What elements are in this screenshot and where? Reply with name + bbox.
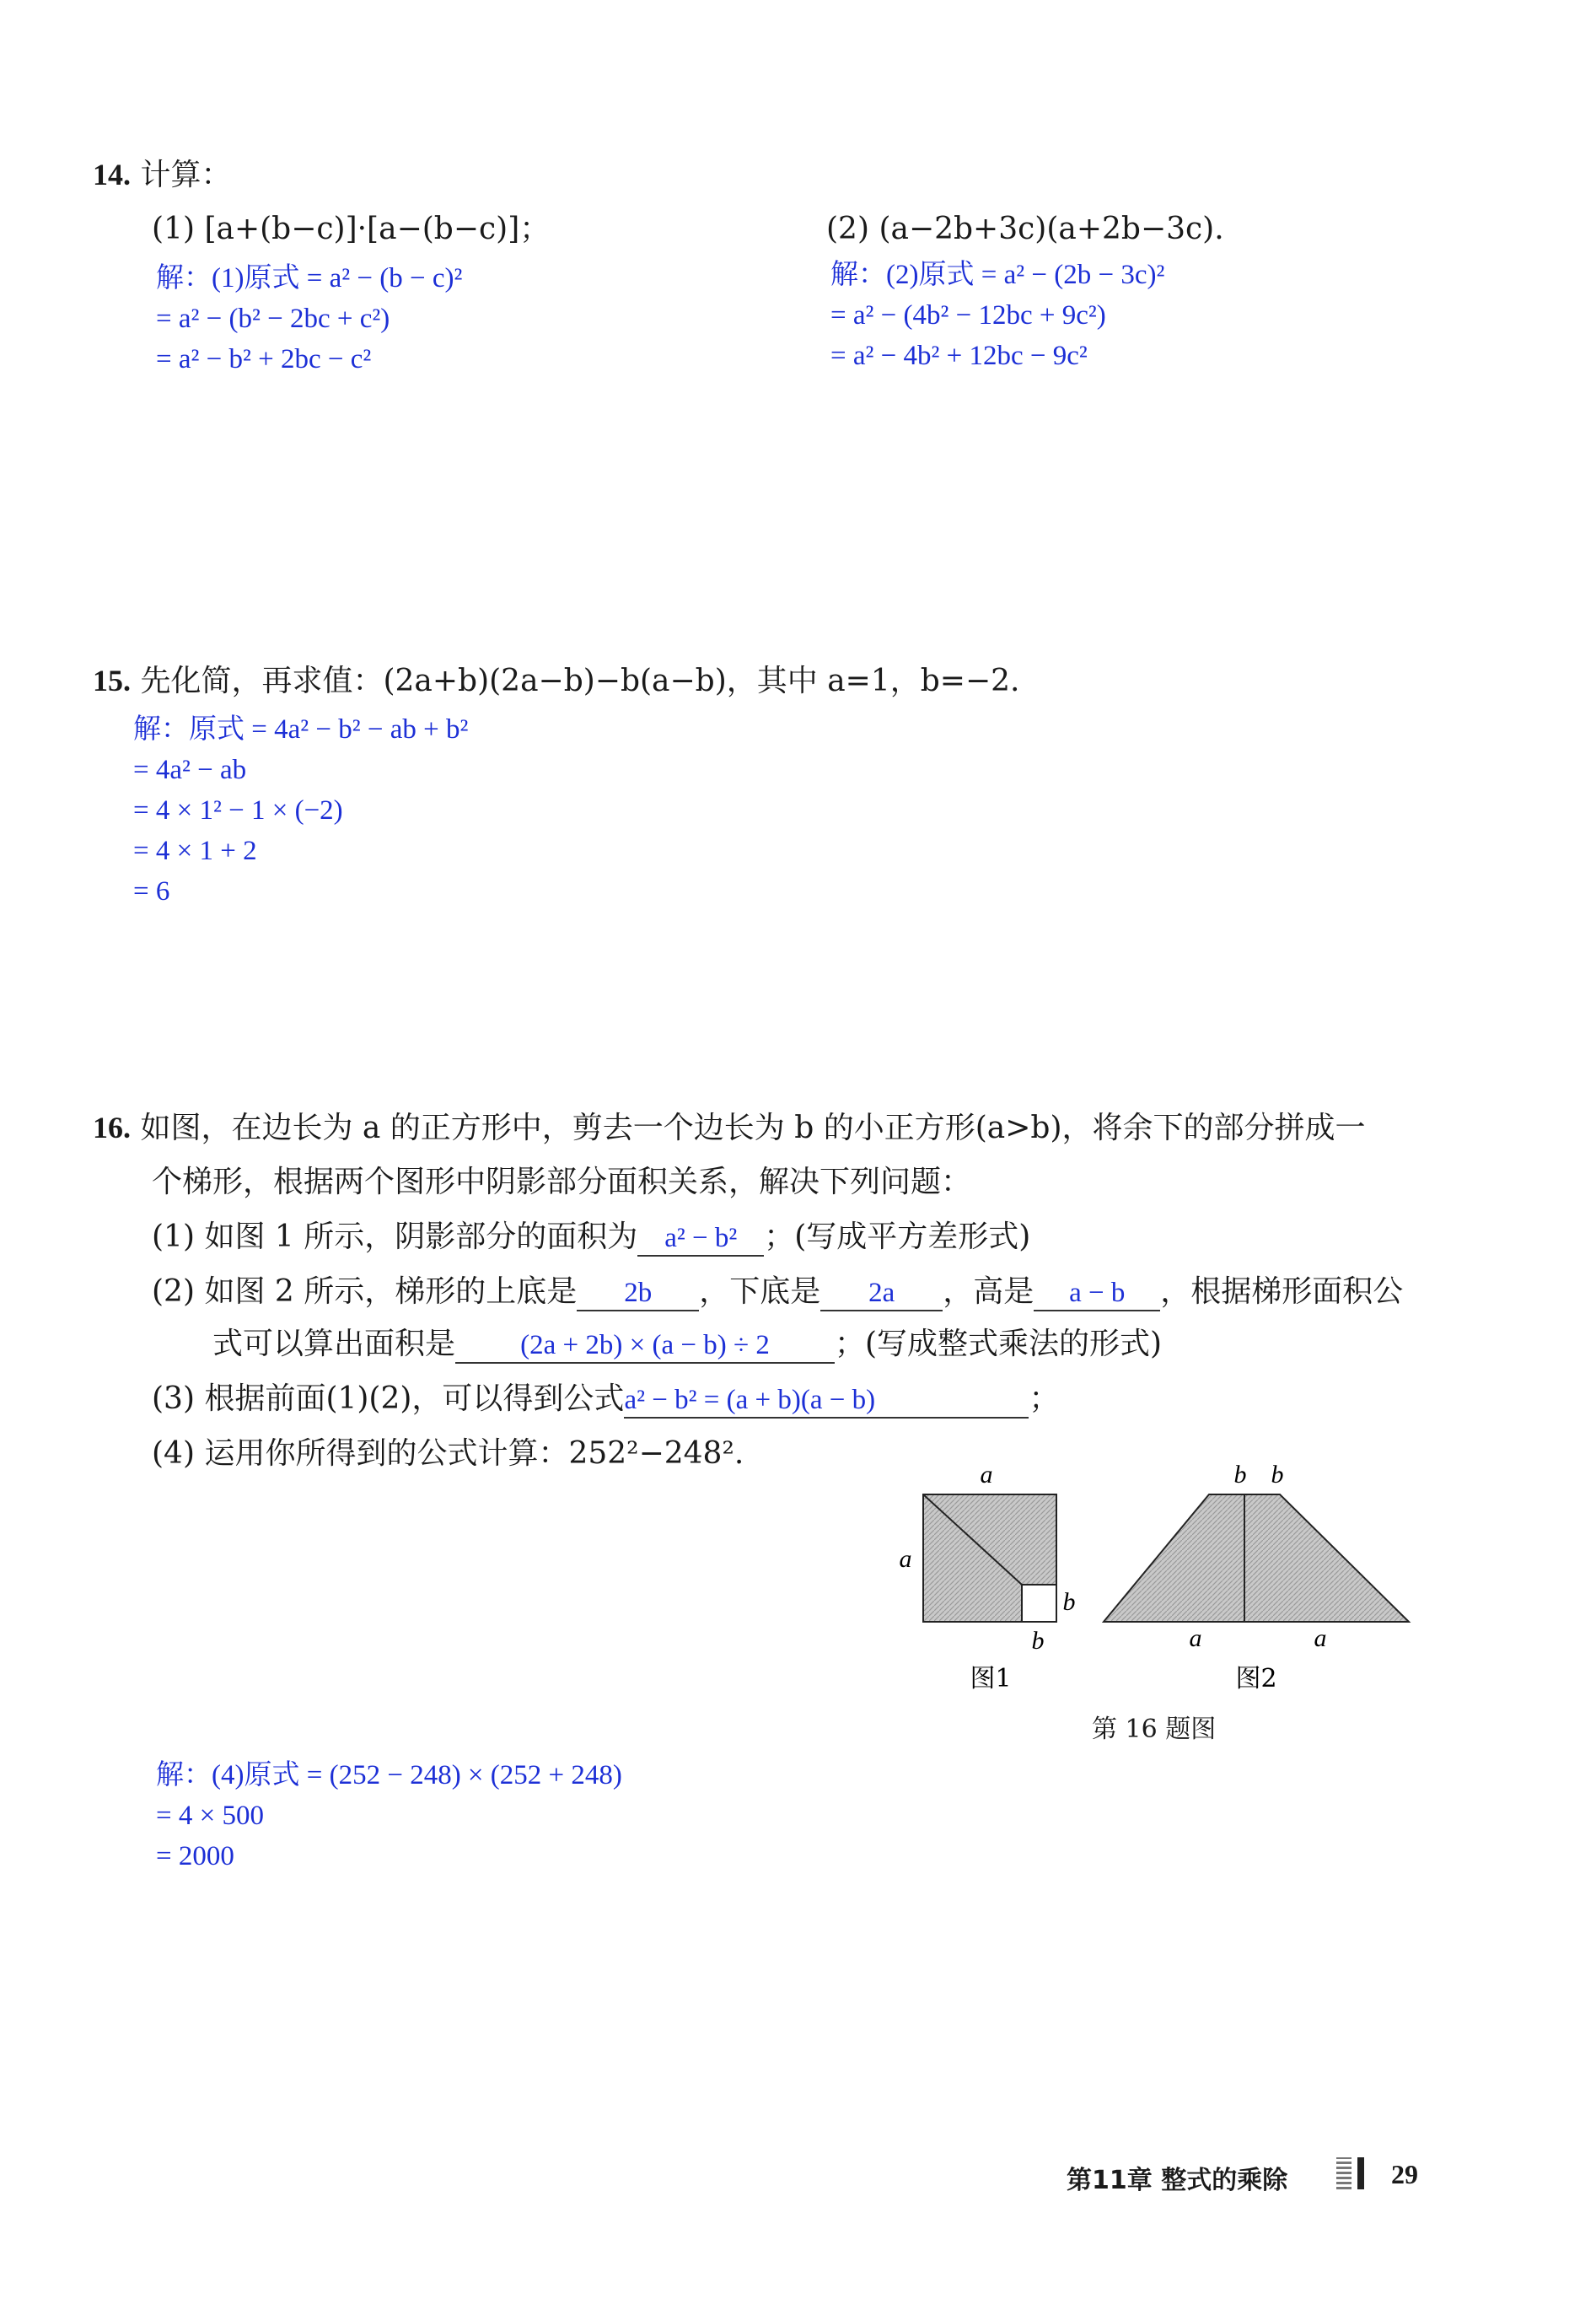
fig2-label-bottom-left: a: [1189, 1624, 1202, 1652]
fig1-caption: 图1: [970, 1664, 1012, 1693]
q16-part2: [152, 1273, 1403, 1311]
q16-part2-blank-area: (2a + 2b) × (a − b) ÷ 2: [455, 1328, 835, 1364]
q15-answer-line: = 4 × 1² − 1 × (−2): [133, 795, 343, 826]
q16-part2-line2: [212, 1326, 1162, 1364]
q16-part2-line2-note: ；(写成整式乘法的形式): [835, 1327, 1163, 1361]
q15-answer: [133, 713, 468, 908]
q15-text: 先化简，再求值：(2a+b)(2a−b)−b(a−b)，其中 a=1，b=−2.: [140, 664, 1020, 698]
fig1-label-left: a: [899, 1545, 912, 1573]
q16-part2-line2-prompt: 式可以算出面积是: [212, 1327, 456, 1361]
q16-part2-prompt: (2) 如图 2 所示，梯形的上底是: [152, 1274, 578, 1309]
q16-part1-prompt: (1) 如图 1 所示，阴影部分的面积为: [152, 1219, 638, 1254]
q16-line1: 如图，在边长为 a 的正方形中，剪去一个边长为 b 的小正方形(a>b)，将余下的部分拼成一: [140, 1111, 1366, 1145]
fig2-caption: 图2: [1235, 1664, 1277, 1693]
q16-number: 16.: [93, 1111, 131, 1144]
q16-part3: [152, 1381, 1059, 1419]
q16-answer-line: 解：(4)原式 = (252 − 248) × (252 + 248): [156, 1760, 622, 1790]
q14-answer1: [156, 261, 462, 376]
figure-1-square: [923, 1494, 1056, 1622]
fig1-label-bottom: b: [1031, 1627, 1045, 1655]
q15-number: 15.: [93, 664, 131, 697]
q16-answer-line: = 4 × 500: [156, 1801, 264, 1831]
q16-figures: [894, 1459, 1433, 1737]
q14-number: 14.: [93, 158, 131, 191]
q14-answer1-line: = a² − b² + 2bc − c²: [156, 344, 372, 374]
figure-2-trapezoid: [1104, 1494, 1409, 1622]
footer-bar: [1357, 2157, 1364, 2189]
q15-answer-line: = 4 × 1 + 2: [133, 836, 257, 866]
q16-part3-blank: a² − b² = (a + b)(a − b): [624, 1383, 1029, 1419]
fig2-label-top-right: b: [1271, 1461, 1284, 1489]
q16-part3-end: ；: [1029, 1381, 1060, 1416]
fig2-label-top-left: b: [1233, 1461, 1247, 1489]
q16-part2-text: ，高是: [943, 1274, 1034, 1309]
q14-title: 计算：: [140, 158, 232, 192]
q14-answer2-line: 解：(2)原式 = a² − (2b − 3c)²: [830, 260, 1165, 290]
q16-part2-blank-top: 2b: [577, 1276, 699, 1311]
q16-figure-caption: 第 16 题图: [1092, 1715, 1217, 1744]
q16-part1-note: ；(写成平方差形式): [764, 1219, 1031, 1254]
q14-answer2: [830, 258, 1164, 373]
footer-decoration: [1336, 2157, 1351, 2189]
footer-chapter: 第11章 整式的乘除: [1067, 2166, 1288, 2195]
q15-answer-line: = 6: [133, 876, 170, 907]
q15-heading: [93, 662, 1019, 700]
q14-answer2-line: = a² − 4b² + 12bc − 9c²: [830, 341, 1088, 371]
q14-answer1-line: = a² − (b² − 2bc + c²): [156, 304, 390, 334]
q16-part2-blank-height: a − b: [1034, 1276, 1160, 1311]
q14-answer2-line: = a² − (4b² − 12bc + 9c²): [830, 300, 1106, 331]
q14-heading: [93, 156, 231, 194]
q16-part2-text: ，下底是: [699, 1274, 821, 1309]
q16-part1: [152, 1219, 1030, 1257]
q15-answer-line: 解：原式 = 4a² − b² − ab + b²: [133, 714, 469, 745]
q16-answer: [156, 1758, 622, 1873]
q16-answer-line: = 2000: [156, 1841, 234, 1871]
q16-part4: (4) 运用你所得到的公式计算：252²−248².: [152, 1436, 744, 1471]
q16-part1-blank: a² − b²: [637, 1221, 764, 1257]
fig1-label-right: b: [1062, 1588, 1076, 1616]
fig2-label-bottom-right: a: [1314, 1624, 1327, 1652]
q15-answer-line: = 4a² − ab: [133, 755, 247, 785]
q16-part2-blank-bottom: 2a: [820, 1276, 943, 1311]
q16-part2-text: ，根据梯形面积公: [1160, 1274, 1404, 1309]
fig1-label-top: a: [980, 1461, 993, 1489]
q14-part1: (1) [a+(b−c)]·[a−(b−c)]；: [152, 212, 551, 246]
q16-part3-prompt: (3) 根据前面(1)(2)，可以得到公式: [152, 1381, 625, 1416]
page-number: 29: [1391, 2159, 1418, 2189]
q14-answer1-line: 解：(1)原式 = a² − (b − c)²: [156, 263, 463, 293]
q16-heading: [93, 1109, 1366, 1147]
q16-line2: 个梯形，根据两个图形中阴影部分面积关系，解决下列问题：: [152, 1165, 972, 1199]
q14-part2: (2) (a−2b+3c)(a+2b−3c).: [826, 212, 1224, 246]
